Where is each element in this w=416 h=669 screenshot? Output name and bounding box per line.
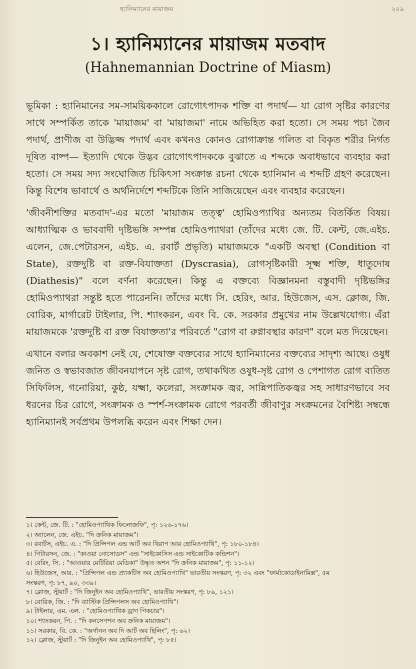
body-text	[26, 98, 390, 431]
footnote-item: ১। কেন্ট, জে. টি. : "হোমিওপ্যাথিক ফিলোজফি", পৃ: ১২৬-১৭৬।	[26, 522, 189, 529]
running-head	[120, 4, 404, 15]
page-number: ২০৯	[391, 5, 404, 13]
footnote-item: ৯। টাইলার, এম. এল. : "হোমিওপ্যাথিক ড্রাগ পিকচার"।	[26, 608, 165, 616]
footnote-item: ৬। হিউজেস, আর. : "প্রিন্সিপল এন্ড প্র্যাকটিস অব হোমিওপ্যাথি" ভারতীয় সংস্করণ, পৃ: ৩২ এবং "ফার্মাকোডাইনামিক্স", ৫ম	[26, 569, 330, 577]
chapter-title: ১। হ্যানিম্যানের মায়াজম মতবাদ	[90, 34, 326, 55]
footnote-divider	[26, 517, 118, 518]
footnote-item: সংস্করণ, পৃ: ৮৭, ৯০, ৩৩৯।	[26, 579, 96, 587]
footnote-item: ৫। বেরিং, সি. : "আওয়ার মেটিরিয়া মেডিকা" উদ্ধৃত অশন "দি ক্রনিক মায়াজম", পৃ: ১১-১২।	[26, 560, 255, 568]
footnote-item: ১০। শ্যাংকরন, পি. : "দি কনসেপশন অব ক্রনিক মায়াজম"।	[26, 617, 171, 625]
paragraph-miasm-theory: 'জীবনীশক্তির মতবাদ'-এর মতো 'মায়াজম তত্ত্ব' হোমিওপ্যাথির অন্যতম বিতর্কিত বিষয়। আধ্যাত্মিক ও ভাববাদী দৃষ্টিভঙ্গি সম্পন্ন হোমিওপ্যাথরা (তাঁদের মধ্যে জে. টি. কেন্ট, জে.এইচ. এলেন, জে.পেটারসন, এইচ. এ. রবার্ট প্রভৃতি) মায়াজমকে "একটি অবস্থা (Condition বা State), রক্তদুষ্টি বা রক্ত-বিযাক্ততা (Dyscrasia), রোগসৃষ্টিকারী সূক্ষ্ম শক্তি, ধাতুদোষ (Diathesis)" বলে বর্ণনা করেছেন। কিন্তু এ বক্তব্যে বিজ্ঞানমনা বস্তুবাদী দৃষ্টিভঙ্গির হোমিওপ্যাথরা সন্তুষ্ট হতে পারেননি। তাঁদের মধ্যে সি. হেরিং, আর. হিউজেস, এস. ক্লোজ, জি. বোরিক, মার্গারেট টাইলার, পি. শ্যাংকরন, এবং বি. কে. সরকার প্রমুখের নাম উল্লেখযোগ্য। এঁরা মায়াজমকে 'রক্তদুষ্টি বা রক্ত বিযাক্ততা'র পরিবর্তে "রোগ বা রুগ্নাবস্থার কারণ" বলে মত দিয়েছেন।	[26, 208, 390, 338]
footnote-item: ৪। পিটারসন, জে. : "কাওয়া নোসোডস" এন্ড "সাইকোসিস এন্ড সাইকোটিক কন্ডিশন"।	[26, 550, 240, 558]
running-head-center: হ্যানিম্যানের মায়াজম	[120, 5, 174, 13]
footnote-item: ১২। ক্লোজ, স্টুয়ার্ট : "দি জিনুইন অব হোমিওপ্যাথি", পৃ: ৮৫।	[26, 637, 177, 645]
footnote-item: ৩। রবার্টস, এইচ. এ. : "দি প্রিন্সিপল এন্ড আর্ট অব থিরাপ আর হোমিওপ্যাথি", পৃ: ১৮০-১৮৪।	[26, 541, 259, 549]
paragraph-hahnemann-contribution: এখানে বলার অবকাশ নেই যে, শেষোক্ত বক্তব্যের সাথে হ্যানিম্যানের বক্তব্যের সাদৃশ্য আছে। ওষুধ জনিত ও স্বভাবজাত জীবনযাপনে সৃষ্ট রোগ, তথাকথিত ওষুধ-সৃষ্ট রোগ ও পেশাগত রোগ ব্যতিত সিফিলিস, গনোরিয়া, কুষ্ঠ, যক্ষ্মা, কলেরা, সংক্রামক জ্বর, সান্নিপাতিকজ্বর সহ সাধারণভাবে সব ধরনের চির রোগে, সংক্রামক ও স্পর্শ-সংক্রামক রোগে পরবর্তী জীবাণুর সংক্রমনের বৈশিষ্ট্য সম্বন্ধে হ্যানিম্যানই সর্বপ্রথম উপলব্ধি করেন এবং শিক্ষা দেন।	[26, 349, 390, 428]
footnote-item: ২। অ্যালেন, জে. এইচ. "দি ক্রনিক মায়াজম"।	[26, 531, 139, 539]
footnote-item: ৭। ক্লোজ, স্টুয়ার্ট : "দি জিনুইন অব হোমিওপ্যাথি", ভারতীয় সংস্করণ, পৃ: ৮৯, ১২১।	[26, 589, 234, 597]
footnote-item: ৮। বোরিক, জি. : "দি ব্যাস্টিক প্রিন্সিপলস অব হোমিওপ্যাথি"।	[26, 598, 179, 606]
chapter-subtitle: (Hahnemannian Doctrine of Miasm)	[84, 60, 332, 76]
footnotes-list	[26, 521, 390, 646]
paragraph-introduction: ভূমিকা : হ্যানিমানের সম-সাময়িককালে রোগোৎপাদক শক্তি বা পদার্থ— যা রোগ সৃষ্টির কারণের সাথে সম্পর্কিত তাকে 'মায়াজম' বা 'মায়াজমা' নামে অভিহিত করা হতো। সে সময় পচা জৈব পদার্থ, প্রাণীজ বা উদ্ভিজ্জ পদার্থ এবং কখনও কোনও রোগাক্রান্ত গলিত বা বিকৃত শরীর নির্গত দূষিত বাষ্প— ইত্যাদি থেকে উদ্ভব রোগোৎপাদককে বুঝাতে এ শব্দকে অবাধভাবে ব্যবহার করা হতো। সে সময় সদ্য সংঘোজিত চিকিৎসা সংক্রান্ত রচনা থেকে হ্যানিমান এ শব্দটি গ্রহণ করেছেন। কিন্তু বিশেষ ভাবার্থে ও অর্থনির্দেশে শব্দটিকে তিনি সাজিয়েছেন এবং ব্যবহার করেছেন।	[26, 101, 390, 197]
footnote-item: ১১। সরকার, বি. কে. : "অর্গানন অব দি আর্ট অব হিলিং", পৃ: ৬২।	[26, 627, 190, 635]
